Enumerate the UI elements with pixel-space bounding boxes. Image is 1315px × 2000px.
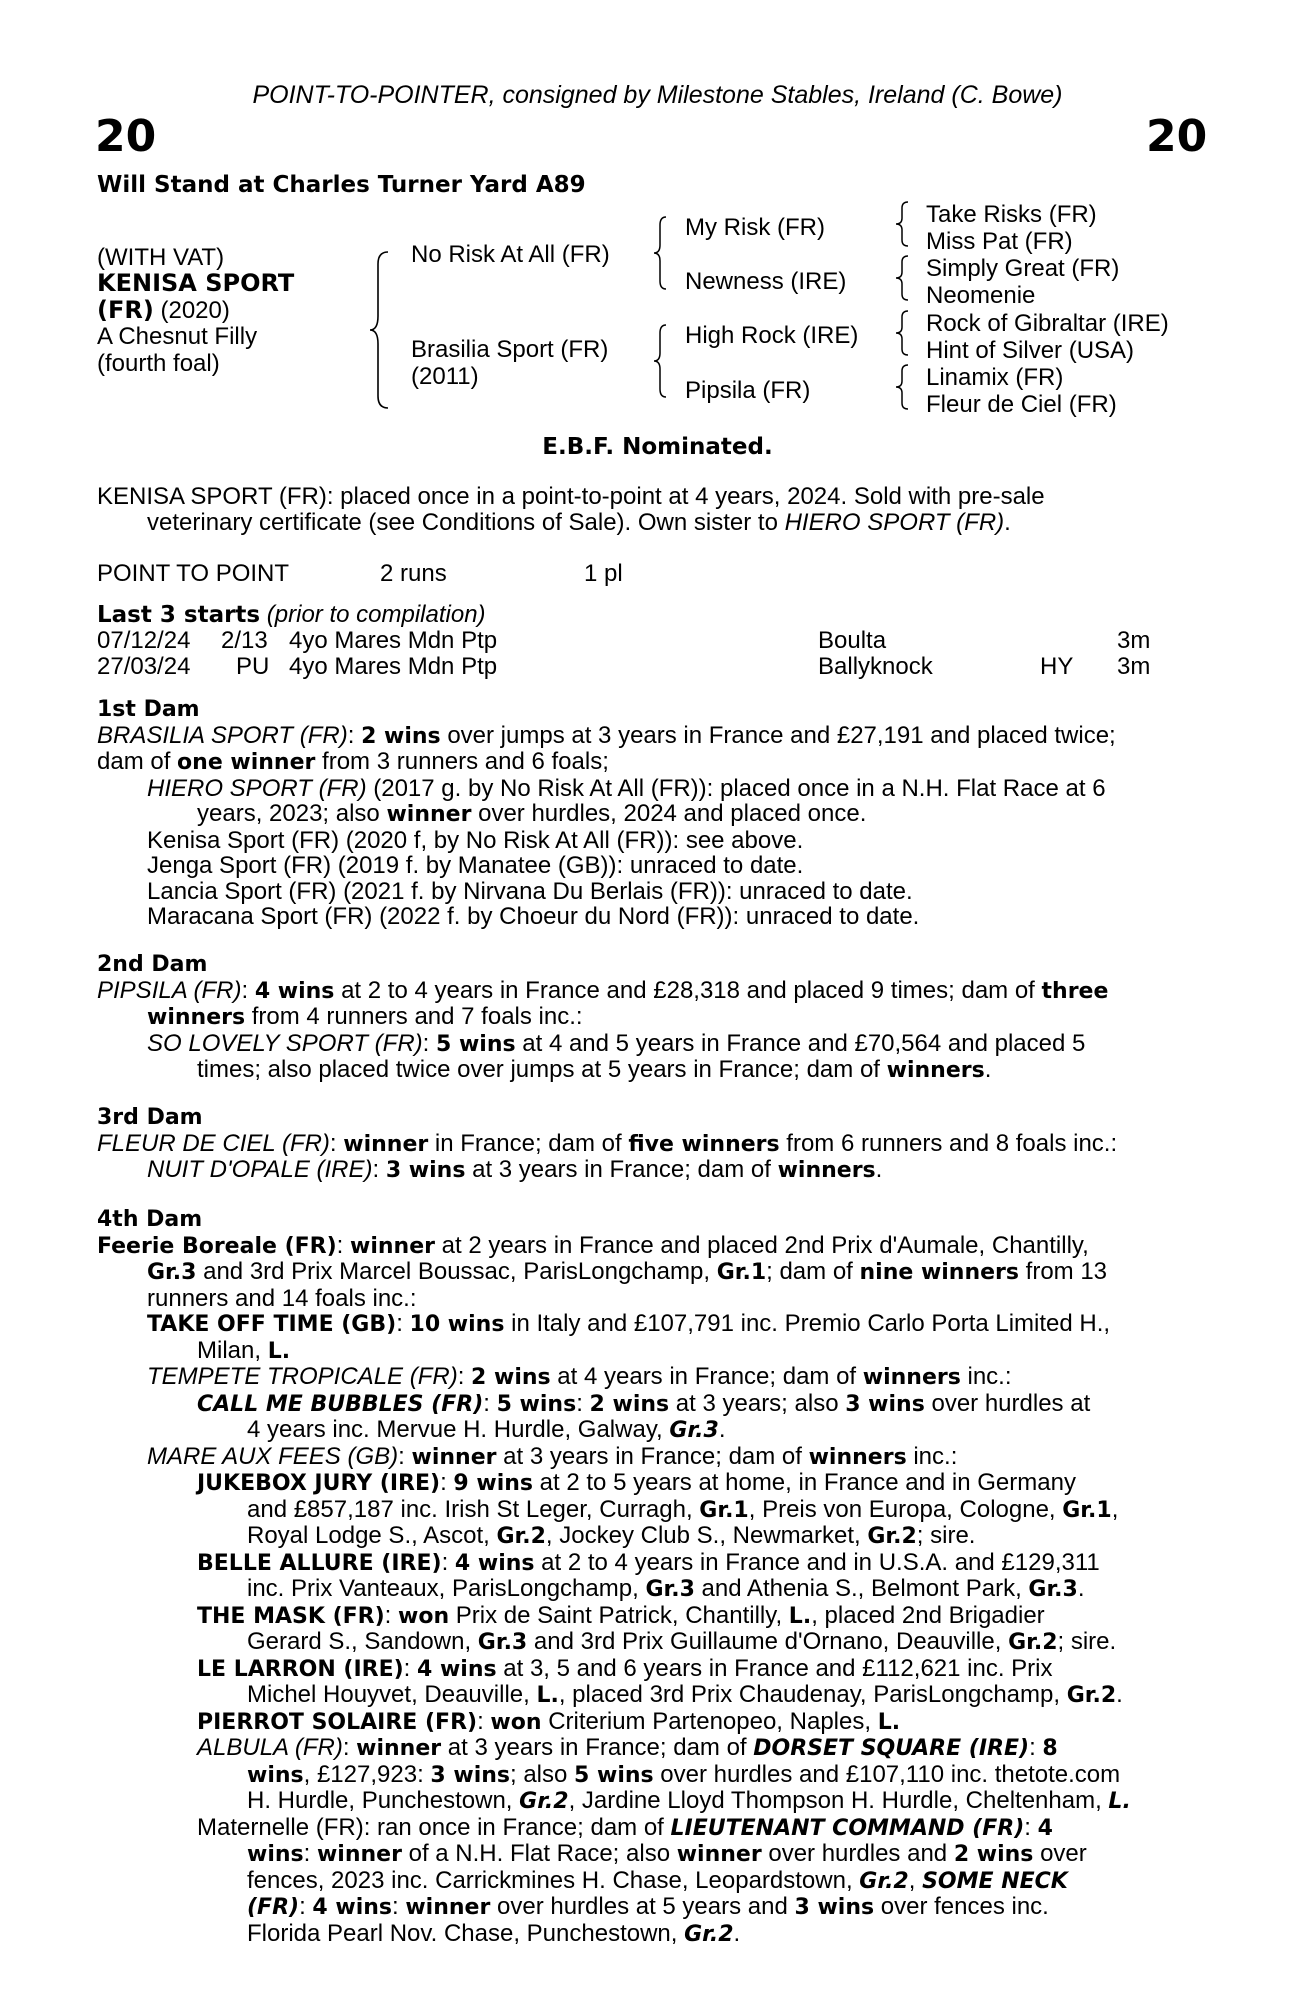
dam-sire: High Rock (IRE): [685, 322, 859, 349]
gen3-5: Rock of Gibraltar (IRE): [926, 310, 1169, 337]
pedigree-brace-g3-1: [894, 200, 914, 250]
horse-description: A Chesnut Filly: [97, 323, 258, 350]
fourth-dam-section: 4th Dam Feerie Boreale (FR): winner at 2 years in France and placed 2nd Prix d'Aumale, Chantilly, Gr.3 and 3rd Prix Marcel Boussac, ParisLongchamp, Gr.1; dam of nine winners from 13 runners and 14 foals inc.: TAKE OFF TIME (GB): 10 wins in Italy and £107,791 inc. Premio Carlo Porta Limited H., Milan, L. TEMPETE TROPICALE (FR): 2 wins at 4 years in France; dam of winners inc.: CALL ME BUBBLES (FR): 5 wins: 2 wins at 3 years; also 3 wins over hurdles at 4 years inc. Mervue H. Hurdle, Galway, Gr.3. MARE AUX FEES (GB): winner at 3 years in France; dam of winners inc.: JUKEBOX JURY (IRE): 9 wins at 2 to 5 years at home, in France and in Germany and £857,187 inc. Irish St Leger, Curragh, Gr.1, Preis von Europa, Cologne, Gr.1, Royal Lodge S., Ascot, Gr.2, Jockey Club S., Newmarket, Gr.2; sire. BELLE ALLURE (IRE): 4 wins at 2 to 4 years in France and in U.S.A. and £129,311 inc. Prix Vanteaux, ParisLongchamp, Gr.3 and Athenia S., Belmont Park, Gr.3. THE MASK (FR): won Prix de Saint Patrick, Chantilly, L., placed 2nd Brigadier Gerard S., Sandown, Gr.3 and 3rd Prix Guillaume d'Ornano, Deauville, Gr.2; sire. LE LARRON (IRE): 4 wins at 3, 5 and 6 years in France and £112,621 inc. Prix Michel Houyvet, Deauville, L., placed 3rd Prix Chaudenay, ParisLongchamp, Gr.2. PIERROT SOLAIRE (FR): won Criterium Partenopeo, Naples, L. ALBULA (FR): winner at 3 years in France; dam of DORSET SQUARE (IRE): 8 wins, £127,923: 3 wins; also 5 wins over hurdles and £107,110 inc. thetote.com H. Hurdle, Punchestown, Gr.2, Jardine Lloyd Thompson H. Hurdle, Cheltenham, L. Maternelle (FR): ran once in France; dam of LIEUTENANT COMMAND (FR): 4 wins: winner of a N.H. Flat Race; also winner over hurdles and 2 wins over fences, 2023 inc. Carrickmines H. Chase, Leopardstown, Gr.2, SOME NECK (FR): 4 wins: winner over hurdles at 5 years and 3 wins over fences inc. Florida Pearl Nov. Chase, Punchestown, Gr.2.: [97, 1207, 1207, 1947]
consignor-line: POINT-TO-POINTER, consigned by Milestone Stables, Ireland (C. Bowe): [252, 81, 1063, 109]
horse-origin-year: [97, 297, 230, 324]
gen3-1: Take Risks (FR): [926, 201, 1097, 228]
gen3-6: Hint of Silver (USA): [926, 337, 1135, 364]
lot-number-left: 20: [95, 111, 157, 162]
second-dam-section: 2nd Dam PIPSILA (FR): 4 wins at 2 to 4 years in France and £28,318 and placed 9 times; dam of three winners from 4 runners and 7 foals inc.: SO LOVELY SPORT (FR): 5 wins at 4 and 5 years in France and £70,564 and placed 5 times; also placed twice over jumps at 5 years in France; dam of winners.: [97, 952, 1207, 1084]
row-distance: 3m: [1117, 627, 1151, 654]
gen3-2: Miss Pat (FR): [926, 228, 1073, 255]
row-course: Boulta: [818, 627, 887, 654]
row-position: 2/13: [221, 627, 268, 654]
last-starts-heading: Last 3 starts (prior to compilation): [97, 601, 486, 628]
stand-location: Will Stand at Charles Turner Yard A89: [97, 172, 586, 198]
row-race: 4yo Mares Mdn Ptp: [289, 653, 498, 680]
horse-suffix: (FR): [97, 296, 154, 324]
row-date: 07/12/24: [97, 627, 191, 654]
lot-number-right: 20: [1146, 111, 1208, 162]
row-race: 4yo Mares Mdn Ptp: [289, 627, 498, 654]
ebf-nomination: E.B.F. Nominated.: [542, 434, 773, 460]
pedigree-brace-g3-4: [894, 363, 914, 413]
summary: [97, 484, 1207, 535]
sire-dam: Newness (IRE): [685, 268, 847, 295]
first-dam-section: 1st Dam BRASILIA SPORT (FR): 2 wins over jumps at 3 years in France and £27,191 and placed twice; dam of one winner from 3 runners and 6 foals; HIERO SPORT (FR) (2017 g. by No Risk At All (FR)): placed once in a N.H. Flat Race at 6 years, 2023; also winner over hurdles, 2024 and placed once. Kenisa Sport (FR) (2020 f, by No Risk At All (FR)): see above. Jenga Sport (FR) (2019 f. by Manatee (GB)): unraced to date. Lancia Sport (FR) (2021 f. by Nirvana Du Berlais (FR)): unraced to date. Maracana Sport (FR) (2022 f. by Choeur du Nord (FR)): unraced to date.: [97, 697, 1207, 930]
pedigree-brace-g3-3: [894, 309, 914, 359]
row-going: HY: [1040, 653, 1074, 680]
summary-line-2: veterinary certificate (see Conditions of Sale). Own sister to HIERO SPORT (FR).: [147, 508, 1011, 536]
row-position: PU: [236, 653, 270, 680]
horse-name: KENISA SPORT: [97, 269, 295, 297]
pedigree-brace-dam: [652, 323, 672, 403]
foal-note: (fourth foal): [97, 350, 220, 377]
gen3-4: Neomenie: [926, 282, 1036, 309]
section-heading: 3rd Dam: [97, 1105, 203, 1130]
row-distance: 3m: [1117, 653, 1151, 680]
sire: No Risk At All (FR): [411, 241, 610, 268]
section-heading: 1st Dam: [97, 697, 200, 722]
pedigree-brace-sire: [652, 215, 672, 295]
record-placed: 1 pl: [584, 560, 623, 587]
dam-year: (2011): [411, 363, 479, 390]
summary-line-1: KENISA SPORT (FR): placed once in a point-to-point at 4 years, 2024. Sold with pre-sale: [97, 483, 1045, 510]
record-runs: 2 runs: [380, 560, 447, 587]
row-course: Ballyknock: [818, 653, 933, 680]
pedigree-brace-gen1: [368, 250, 398, 410]
record-label: POINT TO POINT: [97, 560, 290, 587]
gen3-7: Linamix (FR): [926, 364, 1064, 391]
third-dam-section: 3rd Dam FLEUR DE CIEL (FR): winner in France; dam of five winners from 6 runners and 8 foals inc.: NUIT D'OPALE (IRE): 3 wins at 3 years in France; dam of winners.: [97, 1105, 1207, 1184]
row-date: 27/03/24: [97, 653, 191, 680]
dam-dam: Pipsila (FR): [685, 377, 811, 404]
sire-sire: My Risk (FR): [685, 214, 825, 241]
pedigree-brace-g3-2: [894, 254, 914, 304]
gen3-3: Simply Great (FR): [926, 255, 1120, 282]
gen3-8: Fleur de Ciel (FR): [926, 391, 1117, 418]
section-heading: 4th Dam: [97, 1207, 203, 1232]
horse-year: (2020): [160, 297, 230, 324]
vat-note: (WITH VAT): [97, 244, 225, 271]
dam: Brasilia Sport (FR): [411, 336, 609, 363]
section-heading: 2nd Dam: [97, 952, 208, 977]
